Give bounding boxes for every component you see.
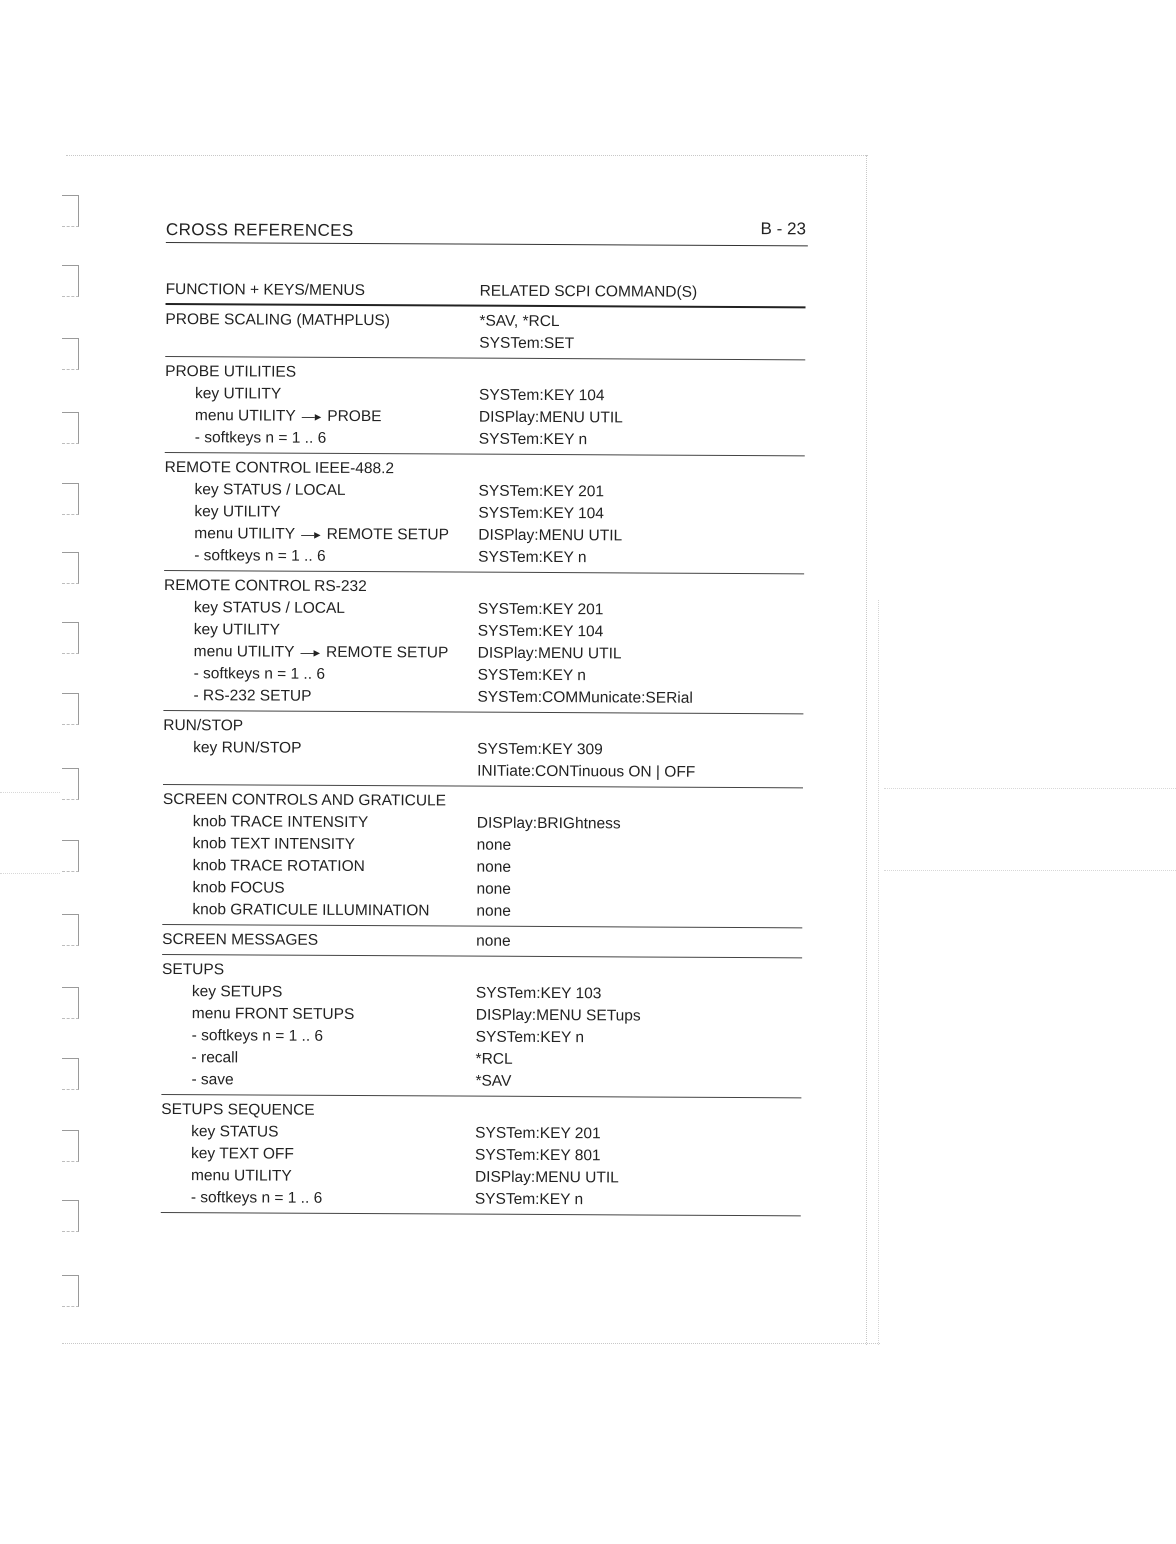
function-cell [191, 1145, 294, 1164]
table-section [161, 1095, 802, 1216]
function-text: key STATUS / LOCAL [193, 599, 346, 617]
function-cell [164, 577, 367, 596]
scpi-command-cell: SYSTem:KEY 201 [477, 600, 604, 619]
binder-hole-mark [62, 840, 79, 872]
function-text: menu UTILITY [194, 407, 296, 425]
table-section [162, 925, 802, 958]
function-cell [192, 901, 429, 920]
scpi-command-cell: none [476, 880, 511, 898]
scpi-command-cell: SYSTem:SET [479, 334, 575, 353]
function-submenu-text: REMOTE SETUP [326, 525, 449, 544]
function-text: key UTILITY [195, 385, 282, 403]
function-cell [191, 1167, 292, 1186]
function-text: SETUPS [161, 960, 225, 979]
page-number: B - 23 [760, 219, 806, 239]
binder-hole-mark [62, 265, 79, 297]
function-cell [192, 1005, 355, 1024]
scpi-command-cell: SYSTem:KEY n [475, 1028, 585, 1047]
function-text: REMOTE CONTROL RS-232 [164, 576, 367, 596]
function-cell [192, 1027, 323, 1046]
binder-hole-mark [62, 768, 79, 800]
table-section [165, 357, 805, 456]
function-text: - RS-232 SETUP [193, 687, 312, 705]
function-cell [194, 525, 449, 544]
function-cell [193, 739, 301, 758]
function-text: - save [191, 1071, 234, 1089]
scpi-command-cell: INITiate:CONTinuous ON | OFF [477, 762, 696, 781]
function-text: - softkeys n = 1 .. 6 [190, 1189, 323, 1207]
scpi-command-cell: DISPlay:MENU UTIL [474, 1168, 619, 1187]
function-text: SCREEN CONTROLS AND GRATICULE [162, 790, 447, 810]
table-section [162, 785, 803, 928]
table-section [161, 955, 802, 1098]
arrow-right-icon: —▸ [301, 526, 321, 542]
scpi-command-cell: none [476, 836, 512, 854]
function-submenu-text: REMOTE SETUP [325, 643, 449, 662]
scpi-command-cell: SYSTem:KEY 801 [475, 1146, 601, 1165]
function-cell [194, 599, 345, 618]
function-cell [165, 311, 390, 330]
function-text: knob FOCUS [192, 879, 285, 897]
function-text: PROBE UTILITIES [165, 362, 297, 381]
function-text: SCREEN MESSAGES [162, 930, 319, 949]
scpi-command-cell: none [476, 858, 512, 876]
scan-border-right [866, 155, 867, 1345]
table-header [166, 279, 806, 308]
binder-hole-mark [62, 1275, 79, 1307]
function-text: key UTILITY [193, 621, 281, 639]
table-row [162, 899, 802, 924]
function-cell [195, 407, 382, 426]
scpi-command-cell: DISPlay:BRIGhtness [476, 814, 621, 833]
scpi-command-cell: DISPlay:MENU UTIL [478, 408, 623, 427]
binder-hole-mark [62, 987, 79, 1019]
scpi-command-cell: *RCL [475, 1050, 513, 1068]
function-cell [195, 385, 281, 403]
function-cell [165, 363, 296, 382]
function-cell [194, 503, 280, 521]
function-text: - softkeys n = 1 .. 6 [193, 665, 326, 683]
binder-hole-mark [62, 693, 79, 725]
function-cell [191, 1123, 278, 1141]
function-text: key SETUPS [191, 983, 283, 1001]
binder-hole-mark [62, 338, 79, 370]
scpi-command-cell: SYSTem:KEY 104 [477, 622, 604, 641]
function-text: key RUN/STOP [193, 739, 302, 757]
scpi-command-cell: none [476, 932, 511, 950]
table-row [161, 1187, 801, 1212]
function-text: - softkeys n = 1 .. 6 [191, 1027, 324, 1045]
table-row [162, 929, 802, 954]
scpi-command-cell: none [476, 902, 511, 920]
scpi-command-cell: DISPlay:MENU UTIL [477, 644, 622, 663]
function-text: key STATUS [191, 1123, 279, 1141]
table-section [164, 453, 805, 574]
scan-margin-line [0, 873, 60, 874]
function-text: knob TRACE INTENSITY [192, 813, 369, 832]
function-text: key UTILITY [194, 503, 281, 521]
scan-margin-line [884, 788, 1176, 789]
scan-border-right-inner [878, 600, 879, 1345]
function-cell [194, 547, 325, 566]
table-row [165, 331, 805, 356]
table-row [164, 545, 804, 570]
function-cell [194, 643, 449, 662]
function-cell [162, 931, 318, 950]
function-cell [161, 1101, 314, 1120]
table-row [165, 427, 805, 452]
arrow-right-icon: —▸ [301, 408, 322, 424]
binder-hole-mark [62, 412, 79, 444]
scpi-command-cell: SYSTem:KEY 309 [477, 740, 603, 759]
function-cell [193, 835, 355, 854]
table-row [161, 1069, 801, 1094]
function-cell [163, 791, 446, 810]
scpi-command-cell: SYSTem:KEY 104 [479, 386, 605, 405]
function-submenu-text: PROBE [327, 407, 382, 426]
function-cell [193, 687, 311, 706]
function-cell [165, 459, 394, 478]
scpi-command-cell: DISPlay:MENU SETups [475, 1006, 641, 1025]
document-page [161, 214, 826, 1216]
function-text: menu UTILITY [194, 525, 296, 543]
function-cell [163, 717, 243, 735]
scpi-command-cell: *SAV, *RCL [479, 312, 560, 331]
column-header-commands: RELATED SCPI COMMAND(S) [479, 282, 698, 301]
scpi-command-cell: SYSTem:KEY n [477, 666, 586, 685]
function-cell [191, 1071, 233, 1089]
scan-border-top [66, 155, 868, 156]
function-text: knob TRACE ROTATION [192, 857, 365, 876]
binder-hole-mark [62, 1200, 79, 1232]
function-cell [193, 857, 365, 876]
scan-margin-line [884, 870, 1176, 871]
function-text: REMOTE CONTROL IEEE-488.2 [164, 458, 395, 478]
scpi-command-cell: SYSTem:KEY 201 [478, 482, 605, 501]
arrow-right-icon: —▸ [300, 644, 321, 660]
table-section [165, 305, 805, 360]
function-text: PROBE SCALING (MATHPLUS) [165, 310, 391, 330]
function-cell [194, 621, 280, 639]
binder-hole-mark [62, 1058, 79, 1090]
function-cell [195, 481, 346, 500]
cross-reference-table [161, 305, 826, 1216]
page-title: CROSS REFERENCES [165, 219, 354, 240]
binder-hole-mark [62, 914, 79, 946]
scpi-command-cell: DISPlay:MENU UTIL [478, 526, 623, 545]
function-text: knob GRATICULE ILLUMINATION [192, 901, 430, 920]
scan-margin-line [0, 792, 60, 793]
binder-hole-mark [62, 195, 79, 227]
binder-hole-mark [62, 622, 79, 654]
page-header [166, 214, 808, 246]
scpi-command-cell: SYSTem:KEY 104 [478, 504, 604, 523]
table-section [163, 571, 804, 714]
function-cell [194, 665, 325, 684]
function-cell [162, 961, 224, 979]
function-text: knob TEXT INTENSITY [192, 835, 355, 853]
binder-hole-marks [58, 190, 88, 1320]
binder-hole-mark [62, 483, 79, 515]
function-text: - softkeys n = 1 .. 6 [194, 429, 327, 447]
scpi-command-cell: SYSTem:KEY n [474, 1190, 584, 1209]
function-text: key STATUS / LOCAL [194, 481, 346, 499]
function-cell [191, 1189, 322, 1208]
scpi-command-cell: SYSTem:KEY 201 [475, 1124, 601, 1143]
function-cell [195, 429, 326, 448]
function-cell [192, 879, 284, 897]
function-text: menu UTILITY [190, 1167, 292, 1185]
function-text: SETUPS SEQUENCE [161, 1100, 315, 1119]
column-header-function: FUNCTION + KEYS/MENUS [165, 280, 366, 300]
function-cell [193, 813, 369, 832]
scan-border-bottom [62, 1343, 880, 1344]
binder-hole-mark [62, 1130, 79, 1162]
scpi-command-cell: SYSTem:KEY n [478, 430, 588, 449]
table-section [163, 711, 803, 788]
scpi-command-cell: SYSTem:KEY n [478, 548, 587, 567]
scpi-command-cell: *SAV [475, 1072, 512, 1090]
function-text: menu FRONT SETUPS [191, 1005, 355, 1023]
function-text: - recall [191, 1049, 239, 1067]
function-text: RUN/STOP [163, 716, 244, 735]
function-cell [192, 983, 283, 1001]
function-cell [192, 1049, 239, 1067]
table-row [163, 685, 803, 710]
function-text: - softkeys n = 1 .. 6 [194, 547, 326, 565]
scpi-command-cell: SYSTem:KEY 103 [475, 984, 602, 1003]
function-text: menu UTILITY [193, 643, 295, 661]
scpi-command-cell: SYSTem:COMMunicate:SERial [477, 688, 693, 707]
binder-hole-mark [62, 552, 79, 584]
function-text: key TEXT OFF [191, 1145, 294, 1163]
table-row [163, 759, 803, 784]
